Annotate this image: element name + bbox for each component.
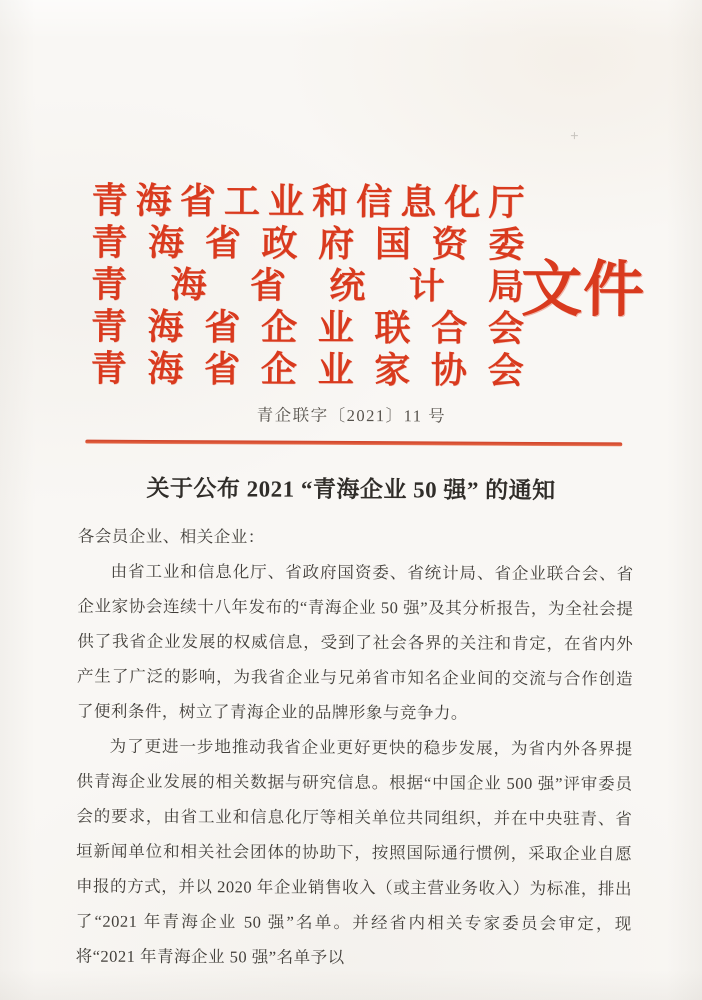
letterhead-org-line-4: 青海省企业联合会: [90, 306, 525, 349]
document-title: 关于公布 2021 “青海企业 50 强” 的通知: [146, 475, 556, 504]
letterhead-org-line-1: 青海省工业和信息化厅: [91, 180, 525, 223]
letterhead-org-line-5: 青海省企业家协会: [90, 348, 524, 391]
salutation-line: 各会员企业、相关企业：: [77, 526, 265, 547]
letterhead: [91, 180, 525, 392]
body-paragraph-2: 为了更进一步地推动我省企业更好更快的稳步发展，为省内外各界提供青海企业发展的相关数据与研究信息。根据“中国企业 500 强”评审委员会的要求，由省工业和信息化厅等相关单位共同组织，并在中央驻青、省垣新闻单位和相关社会团体的协助下，按照国际通行惯例，采取企业自愿申报的方式，并以 2020 年企业销售收入（或主营业务收入）为标准，排出了“2021 年青海企业 50 强”名单。并经省内相关专家委员会审定，现将“2021 年青海企业 50 强”名单予以: [75, 736, 633, 967]
scan-speck-mark: [571, 132, 578, 139]
reference-number: 青企联字〔2021〕11 号: [256, 405, 447, 426]
document-body: [76, 519, 634, 977]
letterhead-org-line-2: 青海省政府国资委: [91, 222, 525, 265]
body-paragraph-1: 由省工业和信息化厅、省政府国资委、省统计局、省企业联合会、省企业家协会连续十八年发布的“青海企业 50 强”及其分析报告，为全社会提供了我省企业发展的权威信息，受到了社会各界的关注和肯定，在省内外产生了广泛的影响，为我省企业与兄弟省市知名企业间的交流与合作创造了便利条件，树立了青海企业的品牌形象与竞争力。: [76, 561, 634, 723]
doc-type-label: 文件: [520, 256, 646, 325]
red-divider-rule: [85, 440, 622, 447]
letterhead-org-line-3: 青海省统计局: [91, 264, 525, 307]
